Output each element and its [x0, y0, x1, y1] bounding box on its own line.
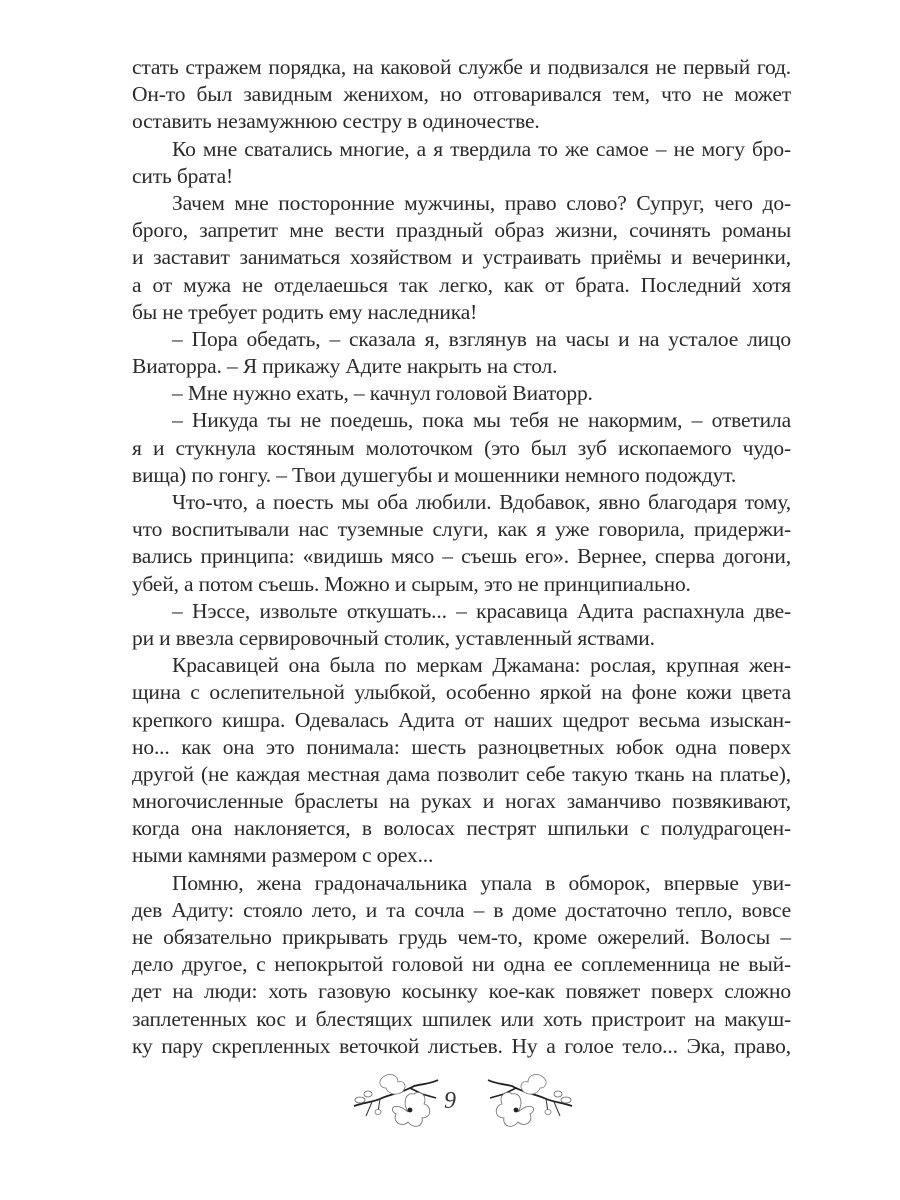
text-line: – Нэссе, извольте откушать... – красавица Адита распахнула две- [172, 598, 791, 623]
text-line: другой (не каждая местная дама позволит себе такую ткань на платье), [132, 761, 791, 786]
text-line: бы не требует родить ему наследника! [132, 299, 478, 324]
text-line: что воспитывали нас туземные слуги, как я уже говорила, придержи- [132, 517, 791, 542]
text-line: вались принципа: «видишь мясо – съешь его». Вернее, сперва догони, [132, 544, 791, 569]
text-line: когда она наклоняется, в волосах пестрят шпильки с полудрагоцен- [132, 816, 791, 841]
text-line: крепкого кишра. Одевалась Адита от наших щедрот весьма изыскан- [132, 707, 791, 732]
text-line: я и стукнула костяным молоточком (это был зуб ископаемого чудо- [132, 435, 791, 460]
text-line: стать стражем порядка, на каковой службе и подвизался не первый год. [132, 55, 791, 79]
text-line: – Пора обедать, – сказала я, взглянув на часы и на усталое лицо [172, 326, 791, 351]
text-line: – Никуда ты не поедешь, пока мы тебя не накормим, – ответила [172, 408, 791, 433]
text-line: многочисленные браслеты на руках и ногах заманчиво позвякивают, [132, 789, 791, 814]
text-line: сить брата! [132, 163, 234, 188]
text-line: Виаторра. – Я прикажу Адите накрыть на стол. [132, 354, 558, 379]
text-line: Ко мне сватались многие, а я твердила то же самое – не могу бро- [172, 136, 791, 161]
text-line: вища) по гонгу. – Твои душегубы и мошенники немного подождут. [132, 462, 737, 487]
text-line: Красавицей она была по меркам Джамана: рослая, крупная жен- [172, 653, 791, 678]
magnolia-branch-icon [482, 1072, 574, 1130]
text-line: оставить незамужнюю сестру в одиночестве. [132, 109, 540, 134]
page-number: 9 [444, 1088, 456, 1114]
text-line: не обязательно прикрывать грудь чем-то, кроме ожерелий. Волосы – [132, 925, 791, 949]
text-line: дет на люди: хоть газовую косынку кое-как повяжет поверх сложно [132, 979, 791, 1004]
text-line: – Мне нужно ехать, – качнул головой Виаторр. [172, 381, 593, 406]
text-line: брого, запретит мне вести праздный образ жизни, сочинять романы [132, 218, 791, 243]
text-line: а от мужа не отделаешься так легко, как от брата. Последний хотя [132, 272, 791, 297]
text-line: ри и ввезла сервировочный столик, уставленный яствами. [132, 625, 655, 650]
text-line: но... как она это понимала: шесть разноцветных юбок одна поверх [132, 734, 791, 759]
text-line: ными камнями размером с орех... [132, 843, 434, 868]
page-footer [0, 1068, 900, 1138]
text-line: Он-то был завидным женихом, но отговаривался тем, что не может [132, 82, 791, 107]
text-line: щина с ослепительной улыбкой, особенно яркой на фоне кожи цвета [132, 680, 791, 705]
body-text [132, 54, 791, 1060]
text-line: дев Адиту: стояло лето, и та сочла – в доме достаточно тепло, вовсе [132, 897, 791, 922]
text-line: и заставит заниматься хозяйством и устраивать приёмы и вечеринки, [132, 245, 791, 270]
text-line: дело другое, с непокрытой головой ни одна ее соплеменница не вый- [132, 952, 791, 977]
text-line: заплетенных кос и блестящих шпилек или хоть пристроит на макуш- [132, 1006, 791, 1031]
text-line: Что-что, а поесть мы оба любили. Вдобавок, явно благодаря тому, [172, 490, 791, 514]
text-line: Помню, жена градоначальника упала в обморок, впервые уви- [172, 870, 791, 895]
text-line: Зачем мне посторонние мужчины, право слово? Супруг, чего до- [172, 190, 791, 215]
text-line: убей, а потом съешь. Можно и сырым, это не принципиально. [132, 571, 691, 596]
text-line: ку пару скрепленных веточкой листьев. Ну а голое тело... Эка, право, [132, 1033, 791, 1058]
